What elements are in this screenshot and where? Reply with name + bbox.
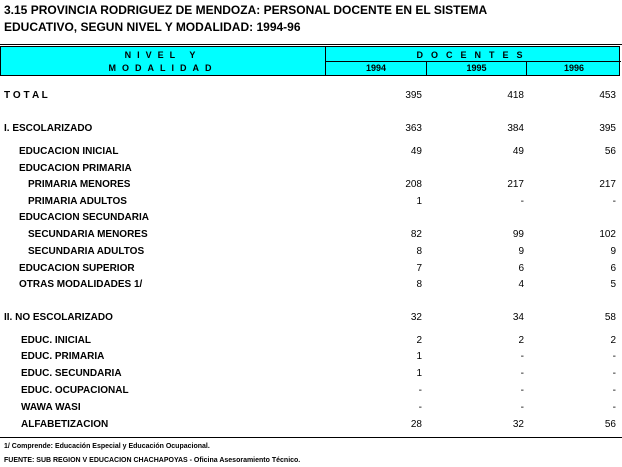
row-label: II. NO ESCOLARIZADO <box>4 312 113 323</box>
cell-1996: 2 <box>610 335 616 346</box>
table-row <box>0 245 622 259</box>
table-row-total <box>0 89 622 103</box>
header-year-1995: 1995 <box>466 63 487 73</box>
cell-1996: - <box>612 402 616 413</box>
cell-1996: - <box>612 368 616 379</box>
table-row <box>0 384 622 398</box>
cell-1996: 217 <box>599 179 616 190</box>
cell-1996: 395 <box>599 123 616 134</box>
header-docentes-label: DOCENTES <box>416 50 531 60</box>
cell-1994: 7 <box>416 263 422 274</box>
cell-1995: - <box>520 351 524 362</box>
row-label: OTRAS MODALIDADES 1/ <box>19 279 143 290</box>
table-header <box>0 46 620 76</box>
row-label: ALFABETIZACION <box>21 419 109 430</box>
row-label: T O T A L <box>4 90 48 101</box>
cell-1994: 2 <box>416 335 422 346</box>
cell-1996: 6 <box>610 263 616 274</box>
cell-1994: 1 <box>416 368 422 379</box>
table-row <box>0 418 622 432</box>
row-label: WAWA WASI <box>21 402 81 413</box>
header-nivel-cell <box>1 47 326 75</box>
cell-1994: - <box>418 385 422 396</box>
row-label: SECUNDARIA MENORES <box>28 229 148 240</box>
cell-1995: 384 <box>507 123 524 134</box>
cell-1995: - <box>520 402 524 413</box>
table-row <box>0 311 622 325</box>
cell-1995: - <box>520 196 524 207</box>
row-label: EDUCACION SECUNDARIA <box>19 212 150 223</box>
row-label: I. ESCOLARIZADO <box>4 123 93 134</box>
table-row <box>0 162 622 176</box>
cell-1995: 32 <box>512 419 524 430</box>
cell-1995: 49 <box>512 146 524 157</box>
cell-1996: 9 <box>610 246 616 257</box>
cell-1996: 453 <box>599 90 616 101</box>
cell-1995: 99 <box>512 229 524 240</box>
cell-1996: - <box>612 351 616 362</box>
cell-1995: 4 <box>518 279 524 290</box>
cell-1996: - <box>612 196 616 207</box>
cell-1994: 1 <box>416 196 422 207</box>
cell-1995: 9 <box>518 246 524 257</box>
page-title-line-1: 3.15 PROVINCIA RODRIGUEZ DE MENDOZA: PERSONAL DOCENTE EN EL SISTEMA <box>4 3 488 17</box>
row-label: PRIMARIA ADULTOS <box>28 196 127 207</box>
row-label: SECUNDARIA ADULTOS <box>28 246 145 257</box>
cell-1995: - <box>520 385 524 396</box>
cell-1994: - <box>418 402 422 413</box>
cell-1994: 8 <box>416 246 422 257</box>
header-nivel-label: NIVEL Y <box>124 50 202 60</box>
table-row <box>0 122 622 136</box>
row-label: EDUC. INICIAL <box>21 335 91 346</box>
source-note: FUENTE: SUB REGION V EDUCACION CHACHAPOYAS - Oficina Asesoramiento Técnico. <box>4 457 301 464</box>
row-label: EDUCACION INICIAL <box>19 146 119 157</box>
header-year-1994: 1994 <box>365 63 387 73</box>
cell-1994: 49 <box>410 146 422 157</box>
row-label: EDUCACION SUPERIOR <box>19 263 135 274</box>
table-row <box>0 178 622 192</box>
row-label: EDUC. PRIMARIA <box>21 351 105 362</box>
cell-1995: 6 <box>518 263 524 274</box>
cell-1995: 2 <box>518 335 524 346</box>
footnote: 1/ Comprende: Educación Especial y Educación Ocupacional. <box>4 443 210 450</box>
page-title-line-2: EDUCATIVO, SEGUN NIVEL Y MODALIDAD: 1994-96 <box>4 20 301 34</box>
row-label: EDUC. SECUNDARIA <box>21 368 122 379</box>
table-row <box>0 401 622 415</box>
cell-1995: 34 <box>512 312 524 323</box>
cell-1996: 5 <box>610 279 616 290</box>
table-row <box>0 145 622 159</box>
cell-1996: 58 <box>604 312 616 323</box>
cell-1996: 56 <box>604 146 616 157</box>
table-row <box>0 211 622 225</box>
cell-1994: 395 <box>405 90 422 101</box>
top-rule <box>0 44 622 45</box>
row-label: EDUCACION PRIMARIA <box>19 163 132 174</box>
row-label: EDUC. OCUPACIONAL <box>21 385 129 396</box>
cell-1994: 1 <box>416 351 422 362</box>
cell-1996: - <box>612 385 616 396</box>
cell-1994: 208 <box>405 179 422 190</box>
table-row <box>0 195 622 209</box>
row-label: PRIMARIA MENORES <box>28 179 131 190</box>
cell-1994: 8 <box>416 279 422 290</box>
table-row <box>0 278 622 292</box>
bottom-rule <box>0 437 622 438</box>
header-modalidad-label: MODALIDAD <box>108 63 218 73</box>
header-divider <box>326 61 621 62</box>
table-row <box>0 350 622 364</box>
cell-1996: 56 <box>604 419 616 430</box>
cell-1996: 102 <box>599 229 616 240</box>
cell-1995: 217 <box>507 179 524 190</box>
cell-1994: 32 <box>410 312 422 323</box>
header-year-1996: 1996 <box>563 63 585 73</box>
cell-1995: 418 <box>507 90 524 101</box>
cell-1994: 28 <box>410 419 422 430</box>
table-row <box>0 367 622 381</box>
table-row <box>0 334 622 348</box>
cell-1995: - <box>520 368 524 379</box>
table-row <box>0 262 622 276</box>
cell-1994: 82 <box>410 229 422 240</box>
cell-1994: 363 <box>405 123 422 134</box>
table-row <box>0 228 622 242</box>
